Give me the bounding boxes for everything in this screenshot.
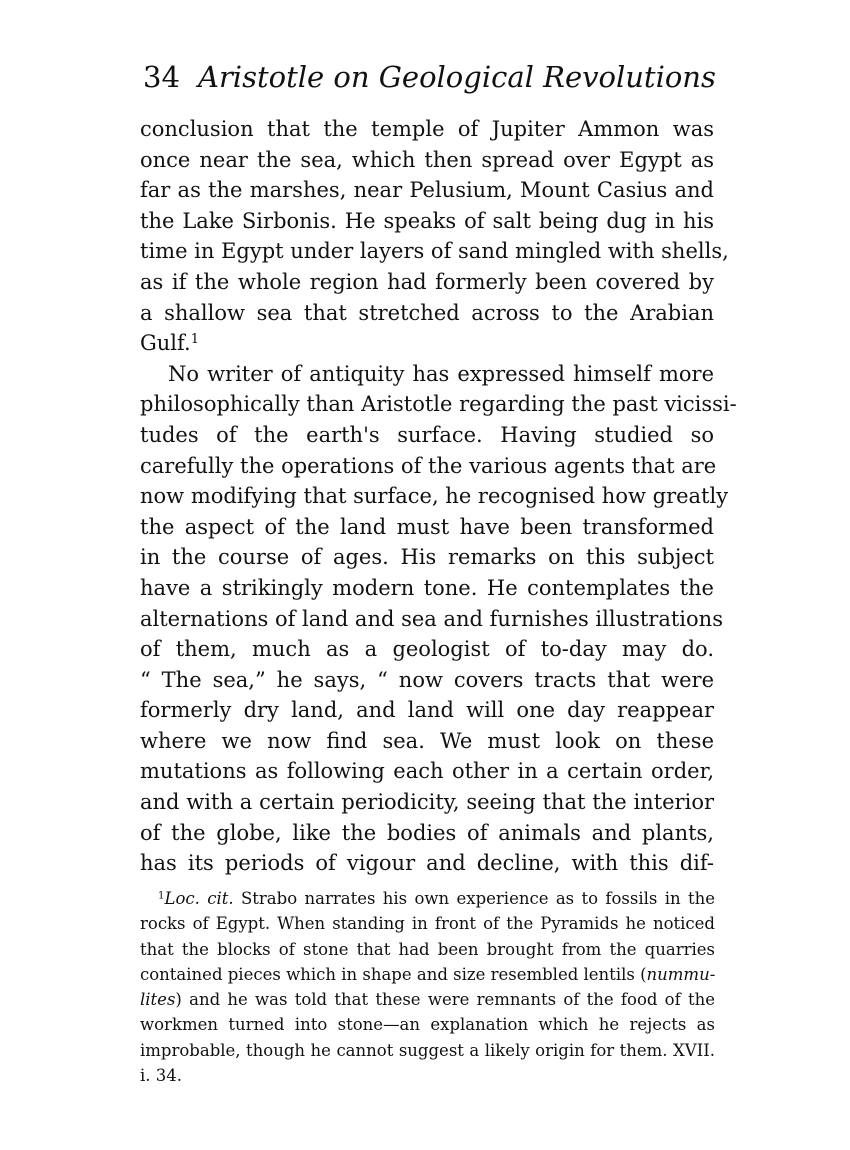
running-title: Aristotle on Geological Revolutions: [198, 60, 716, 94]
footnote-line: that the blocks of stone that had been brought from the quarries: [140, 939, 715, 959]
footnote-citation: Loc. cit.: [164, 889, 234, 908]
body-line: of them, much as a geologist of to-day may do.: [140, 637, 714, 662]
footnote-text: ) and he was told that these were remnants of the food of the: [175, 990, 715, 1010]
body-line: once near the sea, which then spread over Egypt as: [140, 147, 714, 172]
body-line: alternations of land and sea and furnishes illustrations: [140, 606, 723, 631]
body-line: where we now find sea. We must look on these: [140, 728, 714, 753]
page-number: 34: [143, 60, 180, 94]
footnote-line: [140, 962, 715, 987]
footnote: [140, 886, 715, 1088]
body-line: [140, 328, 714, 359]
body-line: the aspect of the land must have been transformed: [140, 514, 714, 539]
footnote-italic-term: nummu-: [646, 964, 716, 984]
footnote-text: Strabo narrates his own experience as to fossils in the: [233, 889, 715, 908]
body-line: “ The sea,” he says, “ now covers tracts that were: [140, 667, 714, 692]
body-line: formerly dry land, and land will one day reappear: [140, 698, 714, 723]
body-line: conclusion that the temple of Jupiter Ammon was: [140, 117, 714, 141]
body-line: in the course of ages. His remarks on this subject: [140, 545, 714, 570]
paragraph-start-line: No writer of antiquity has expressed himself more: [168, 361, 714, 386]
footnote-line: i. 34.: [140, 1066, 183, 1086]
footnote-line: [140, 987, 715, 1012]
footnote-line: rocks of Egypt. When standing in front of the Pyramids he noticed: [140, 914, 715, 934]
body-line: mutations as following each other in a certain order,: [140, 759, 714, 784]
body-line: and with a certain periodicity, seeing that the interior: [140, 790, 714, 815]
body-line: has its periods of vigour and decline, with this dif-: [140, 851, 714, 876]
body-line: tudes of the earth's surface. Having studied so: [140, 422, 714, 447]
footnote-reference: 1: [190, 332, 199, 347]
body-line: a shallow sea that stretched across to the Arabian: [140, 300, 714, 325]
body-text: [140, 114, 737, 879]
body-line: carefully the operations of the various agents that are: [140, 453, 717, 478]
body-line: the Lake Sirbonis. He speaks of salt being dug in his: [140, 208, 714, 233]
body-line: philosophically than Aristotle regarding the past vicissi-: [140, 392, 737, 417]
body-line: as if the whole region had formerly been covered by: [140, 269, 714, 294]
footnote-text: contained pieces which in shape and size resembled lentils (: [140, 964, 647, 984]
footnote-italic-term: lites: [140, 990, 176, 1010]
footnote-marker: 1: [158, 890, 165, 902]
body-line: have a strikingly modern tone. He contemplates the: [140, 575, 714, 600]
body-line: of the globe, like the bodies of animals and plants,: [140, 820, 714, 845]
body-line: now modifying that surface, he recognised how greatly: [140, 484, 729, 509]
page-header: [143, 60, 723, 110]
footnote-line: improbable, though he cannot suggest a likely origin for them. XVII.: [140, 1040, 715, 1060]
footnote-line: [140, 886, 715, 911]
body-line: time in Egypt under layers of sand mingled with shells,: [140, 239, 729, 264]
body-line: far as the marshes, near Pelusium, Mount Casius and: [140, 178, 714, 203]
footnote-line: workmen turned into stone—an explanation which he rejects as: [140, 1015, 715, 1035]
body-line-text: Gulf.: [140, 331, 191, 356]
